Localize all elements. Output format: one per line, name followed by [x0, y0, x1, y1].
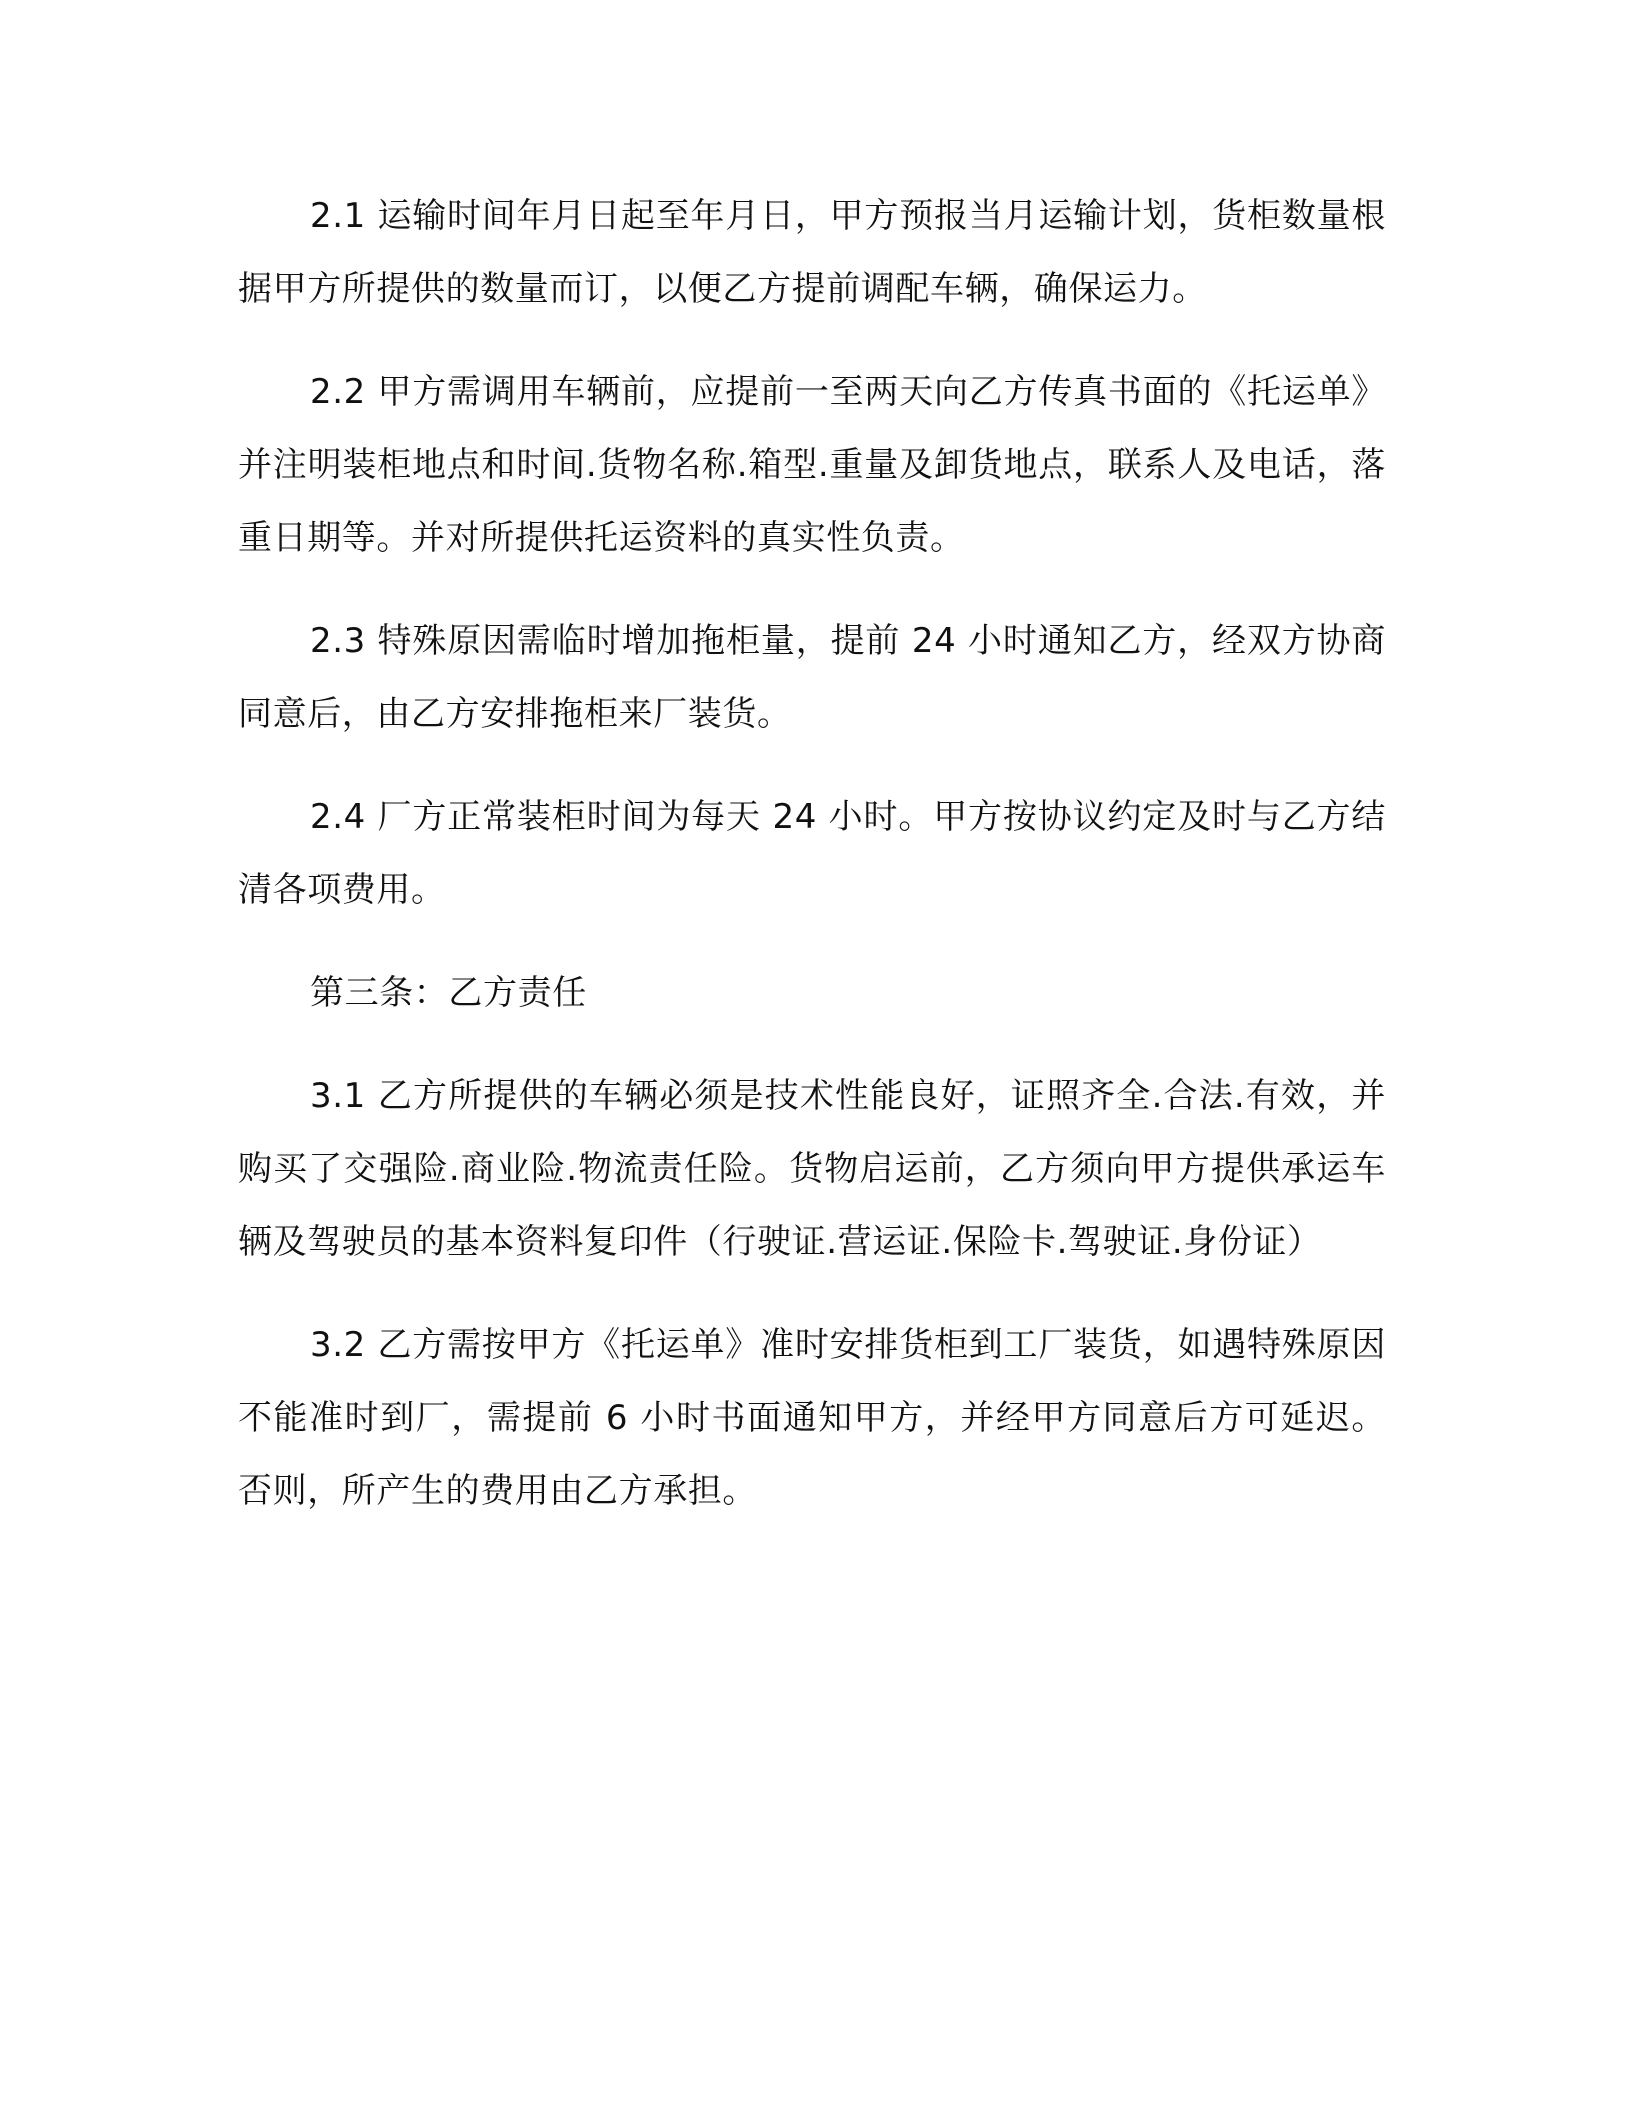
- paragraph-2-4: 2.4 厂方正常装柜时间为每天 24 小时。甲方按协议约定及时与乙方结清各项费用。: [238, 797, 1386, 910]
- paragraph-3-2: 3.2 乙方需按甲方《托运单》准时安排货柜到工厂装货，如遇特殊原因不能准时到厂，需提前 6 小时书面通知甲方，并经甲方同意后方可延迟。否则，所产生的费用由乙方承担。: [238, 1325, 1386, 1511]
- paragraph-2-3: 2.3 特殊原因需临时增加拖柜量，提前 24 小时通知乙方，经双方协商同意后，由乙方安排拖柜来厂装货。: [238, 621, 1386, 734]
- paragraph-2-2: 2.2 甲方需调用车辆前，应提前一至两天向乙方传真书面的《托运单》并注明装柜地点和时间.货物名称.箱型.重量及卸货地点，联系人及电话，落重日期等。并对所提供托运资料的真实性负责。: [238, 372, 1386, 558]
- paragraph-3-1: 3.1 乙方所提供的车辆必须是技术性能良好，证照齐全.合法.有效，并购买了交强险.商业险.物流责任险。货物启运前，乙方须向甲方提供承运车辆及驾驶员的基本资料复印件（行驶证.营运证.保险卡.驾驶证.身份证）: [238, 1076, 1386, 1262]
- section-heading-article-3: 第三条：乙方责任: [310, 973, 587, 1013]
- document-body: [238, 180, 1386, 1558]
- paragraph-2-1: 2.1 运输时间年月日起至年月日，甲方预报当月运输计划，货柜数量根据甲方所提供的数量而订，以便乙方提前调配车辆，确保运力。: [238, 196, 1386, 309]
